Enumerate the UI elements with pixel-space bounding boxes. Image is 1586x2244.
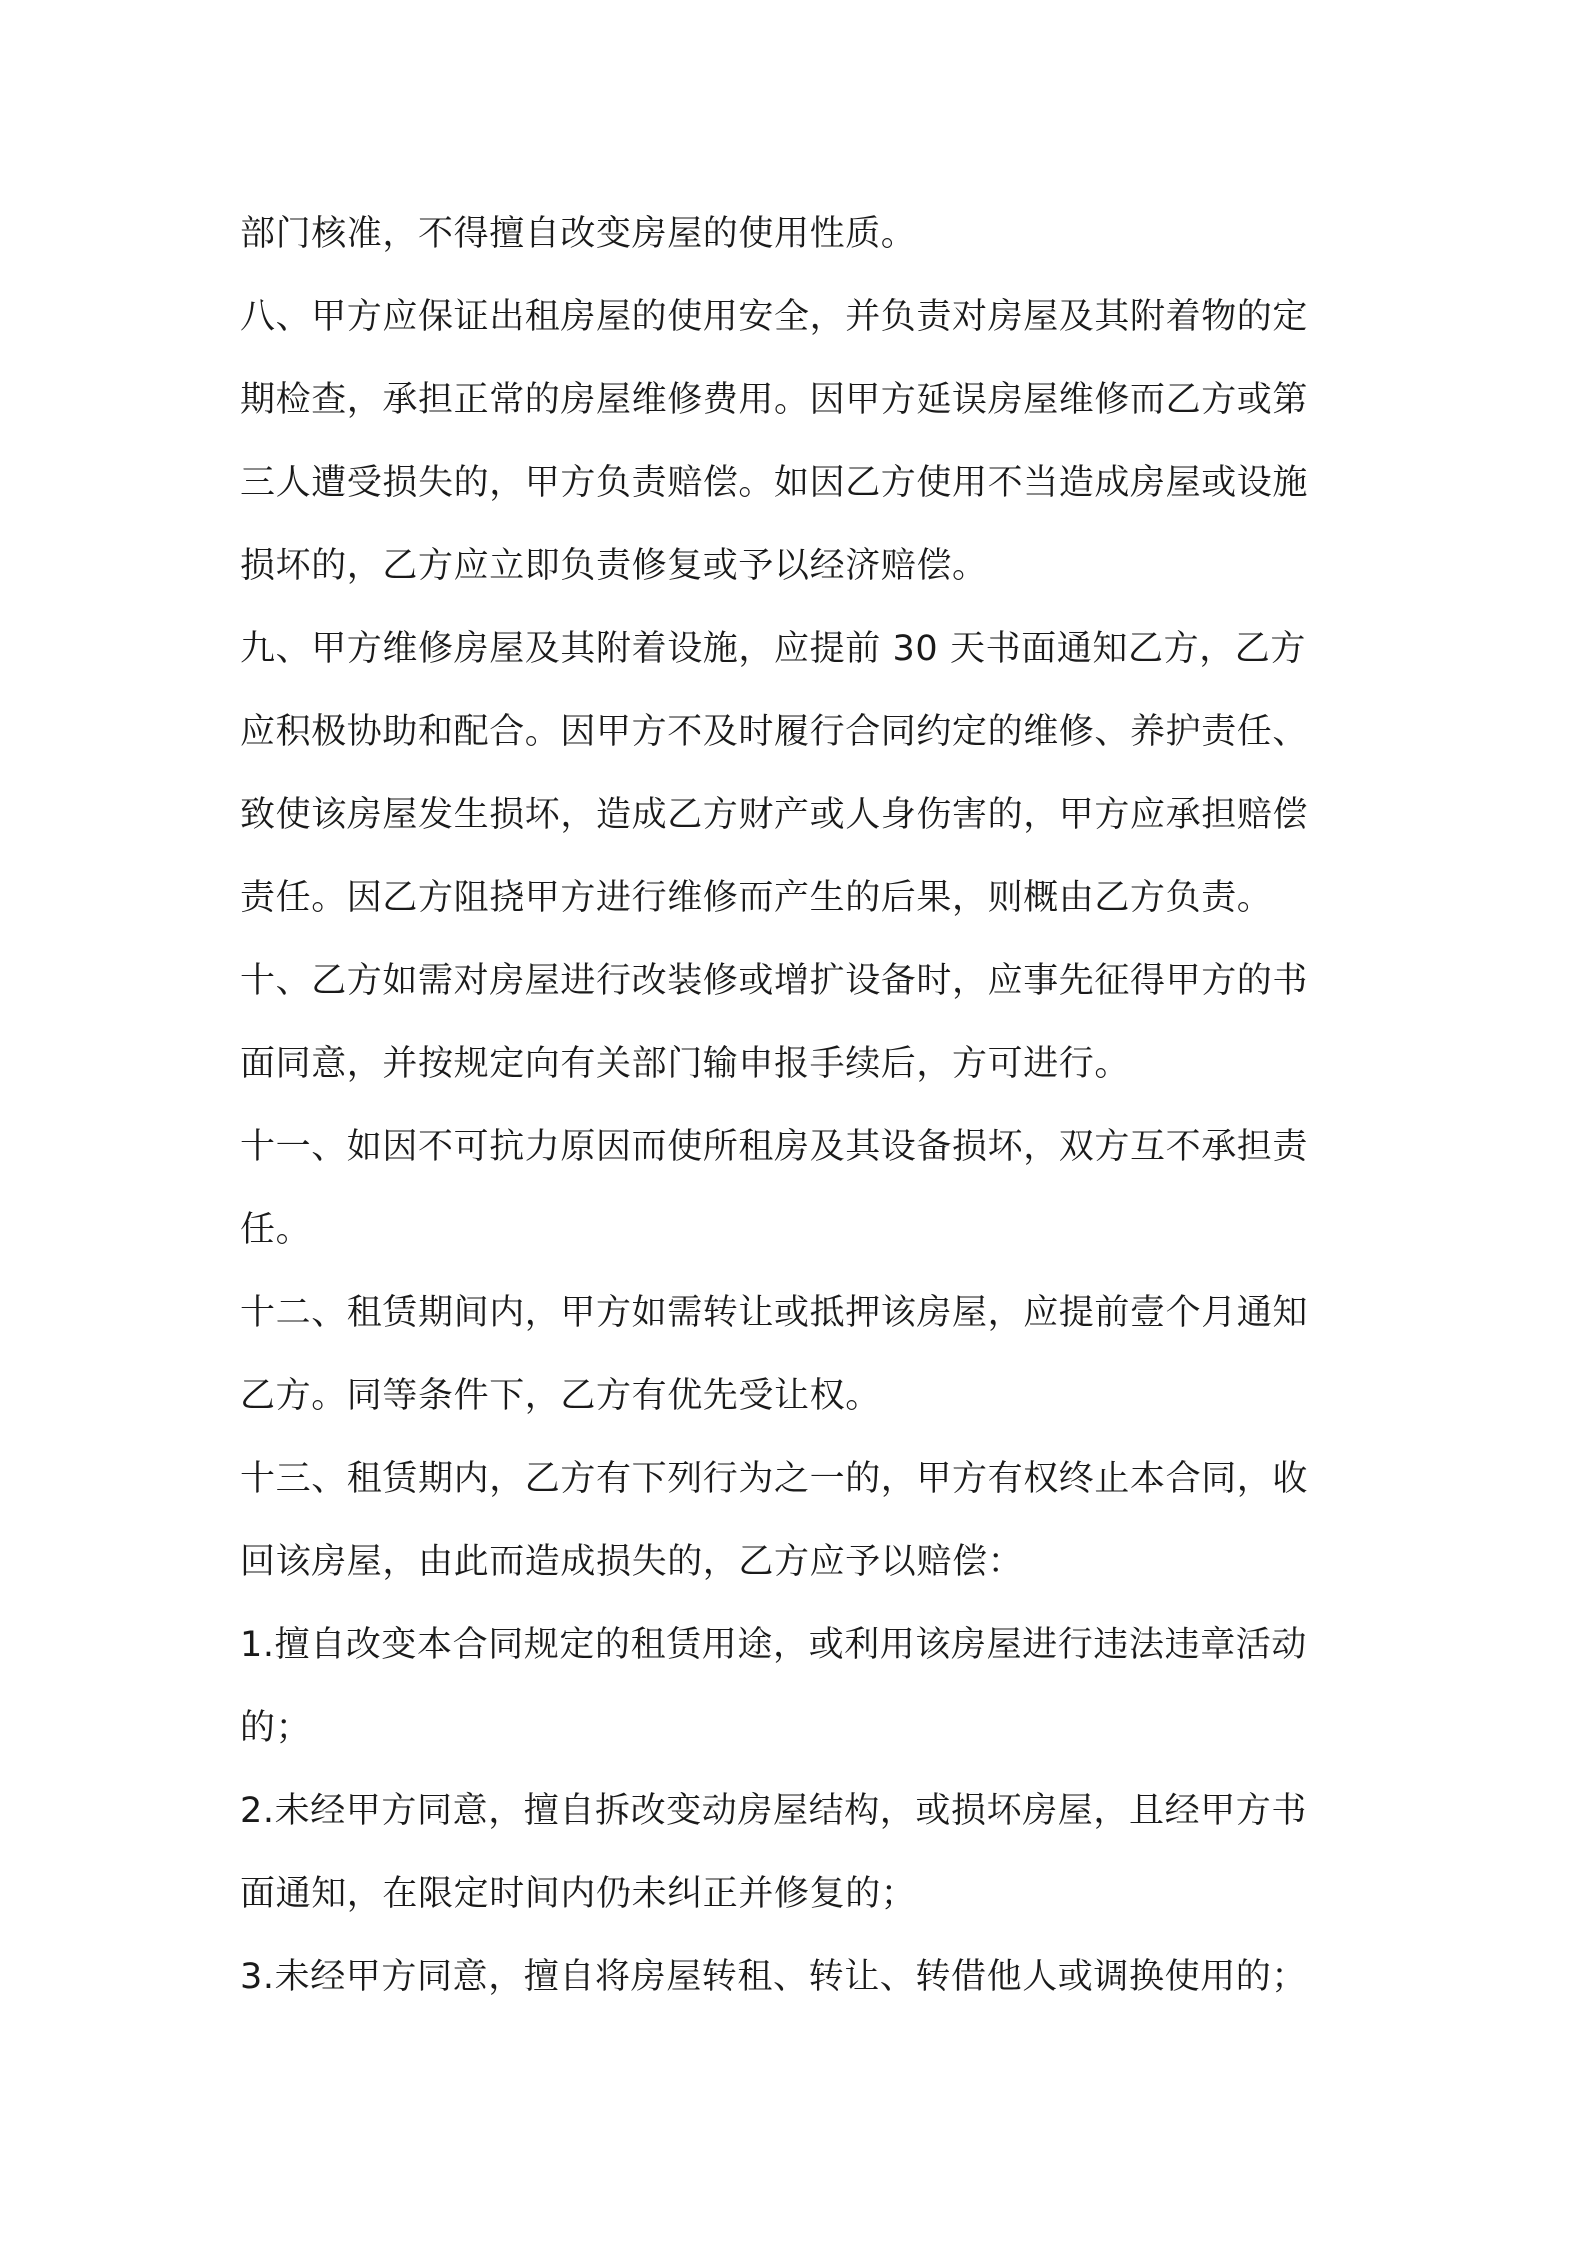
text-line: 2.未经甲方同意，擅自拆改变动房屋结构，或损坏房屋，且经甲方书: [240, 1791, 1307, 1831]
text-line: 的；: [240, 1708, 312, 1748]
text-line: 期检查，承担正常的房屋维修费用。因甲方延误房屋维修而乙方或第: [240, 380, 1309, 420]
text-line: 部门核准，不得擅自改变房屋的使用性质。: [240, 214, 917, 254]
text-line: 1.擅自改变本合同规定的租赁用途，或利用该房屋进行违法违章活动: [240, 1625, 1307, 1665]
text-line: 十三、租赁期内，乙方有下列行为之一的，甲方有权终止本合同，收: [240, 1459, 1309, 1499]
text-line: 八、甲方应保证出租房屋的使用安全，并负责对房屋及其附着物的定: [240, 297, 1309, 337]
text-line: 回该房屋，由此而造成损失的，乙方应予以赔偿：: [240, 1542, 1024, 1582]
text-line: 十、乙方如需对房屋进行改装修或增扩设备时，应事先征得甲方的书: [240, 961, 1309, 1001]
text-line: 十一、如因不可抗力原因而使所租房及其设备损坏，双方互不承担责: [240, 1127, 1309, 1167]
text-line: 任。: [240, 1210, 312, 1250]
text-line: 三人遭受损失的，甲方负责赔偿。如因乙方使用不当造成房屋或设施: [240, 463, 1309, 503]
text-line: 责任。因乙方阻挠甲方进行维修而产生的后果，则概由乙方负责。: [240, 878, 1273, 918]
text-line: 九、甲方维修房屋及其附着设施，应提前 30 天书面通知乙方，乙方: [240, 629, 1306, 669]
text-line: 3.未经甲方同意，擅自将房屋转租、转让、转借他人或调换使用的；: [240, 1957, 1307, 1997]
text-line: 面通知，在限定时间内仍未纠正并修复的；: [240, 1874, 917, 1914]
text-line: 应积极协助和配合。因甲方不及时履行合同约定的维修、养护责任、: [240, 712, 1309, 752]
text-line: 乙方。同等条件下，乙方有优先受让权。: [240, 1376, 881, 1416]
text-line: 损坏的，乙方应立即负责修复或予以经济赔偿。: [240, 546, 988, 586]
contract-text-body: [240, 193, 1360, 2019]
text-line: 面同意，并按规定向有关部门输申报手续后，方可进行。: [240, 1044, 1131, 1084]
text-line: 致使该房屋发生损坏，造成乙方财产或人身伤害的，甲方应承担赔偿: [240, 795, 1309, 835]
text-line: 十二、租赁期间内，甲方如需转让或抵押该房屋，应提前壹个月通知: [240, 1293, 1309, 1333]
